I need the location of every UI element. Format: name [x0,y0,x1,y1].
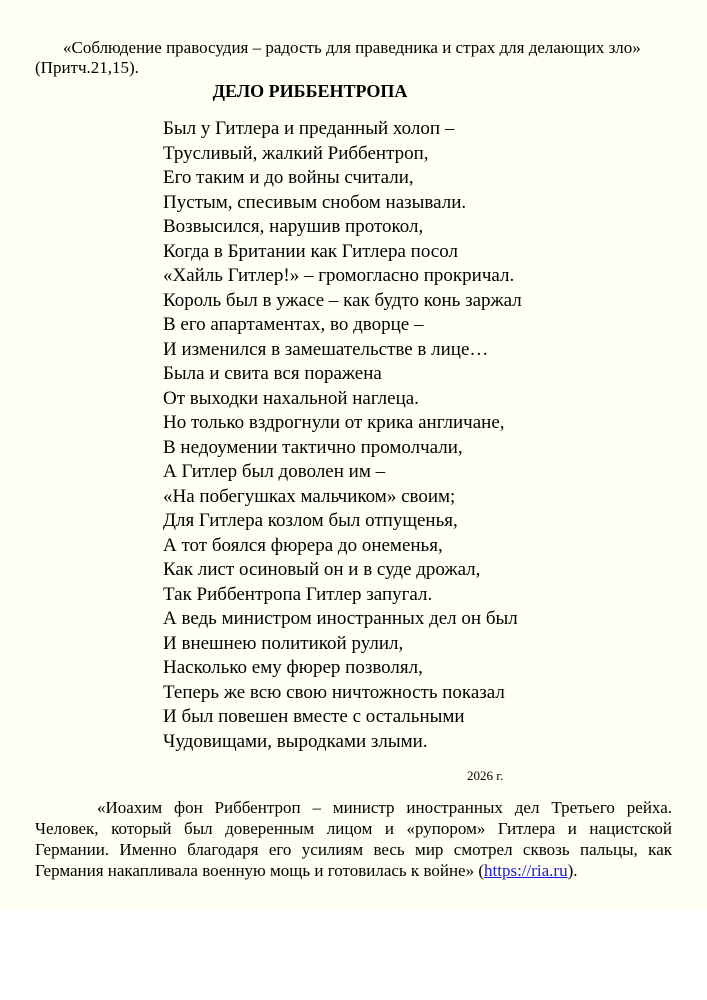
poem-line: Его таким и до войны считали, [163,167,414,188]
poem-line: «На побегушках мальчиком» своим; [163,485,456,507]
poem-line: Была и свита вся поражена [163,363,382,384]
poem-line: Для Гитлера козлом был отпущенья, [163,510,458,531]
poem-line: Когда в Британии как Гитлера посол [163,240,458,262]
poem-line: В недоумении тактично промолчали, [163,436,463,458]
poem-line: Как лист осиновый он и в суде дрожал, [163,559,481,580]
poem-line: Возвысился, нарушив протокол, [163,216,424,237]
poem-line: Но только вздрогнули от крика англичане, [163,412,505,433]
footnote-text: «Иоахим фон Риббентроп – министр иностранных дел Третьего рейха. Человек, который был доверенным лицом и «рупором» Гитлера и нацистской Германии. Именно благодаря его усилиям весь мир смотрел сквозь пальцы, как Германия накапливала военную мощь и готовилась к войне» ( [35,798,672,880]
poem [163,117,522,754]
poem-line: А ведь министром иностранных дел он был [163,608,518,629]
poem-line: Король был в ужасе – как будто конь заржал [163,289,522,311]
poem-line: И был повешен вместе с остальными [163,706,465,727]
poem-title: ДЕЛО РИББЕНТРОПА [212,81,408,101]
poem-line: В его апартаментах, во дворце – [163,314,424,335]
footnote-close: ). [567,861,578,880]
poem-line: А тот боялся фюрера до онеменья, [163,534,443,556]
poem-line: Теперь же всю свою ничтожность показал [163,681,505,703]
epigraph: «Соблюдение правосудия – радость для праведника и страх для делающих зло» (Притч.21,15). [35,38,641,77]
poem-line: Пустым, спесивым снобом называли. [163,191,467,213]
poem-line: И внешнею политикой рулил, [163,632,404,654]
poem-line: От выходки нахальной наглеца. [163,387,419,409]
footnote [35,797,672,881]
poem-line: Насколько ему фюрер позволял, [163,657,423,678]
year: 2026 г. [467,768,504,783]
poem-line: Трусливый, жалкий Риббентроп, [163,142,429,164]
poem-line: Так Риббентропа Гитлер запугал. [163,583,433,605]
poem-line: А Гитлер был доволен им – [163,461,386,482]
poem-line: «Хайль Гитлер!» – громогласно прокричал. [163,265,515,286]
poem-line: И изменился в замешательстве в лице… [163,338,489,360]
poem-line: Был у Гитлера и преданный холоп – [163,118,455,139]
poem-line: Чудовищами, выродками злыми. [163,730,428,752]
source-link[interactable]: https://ria.ru [484,861,568,880]
